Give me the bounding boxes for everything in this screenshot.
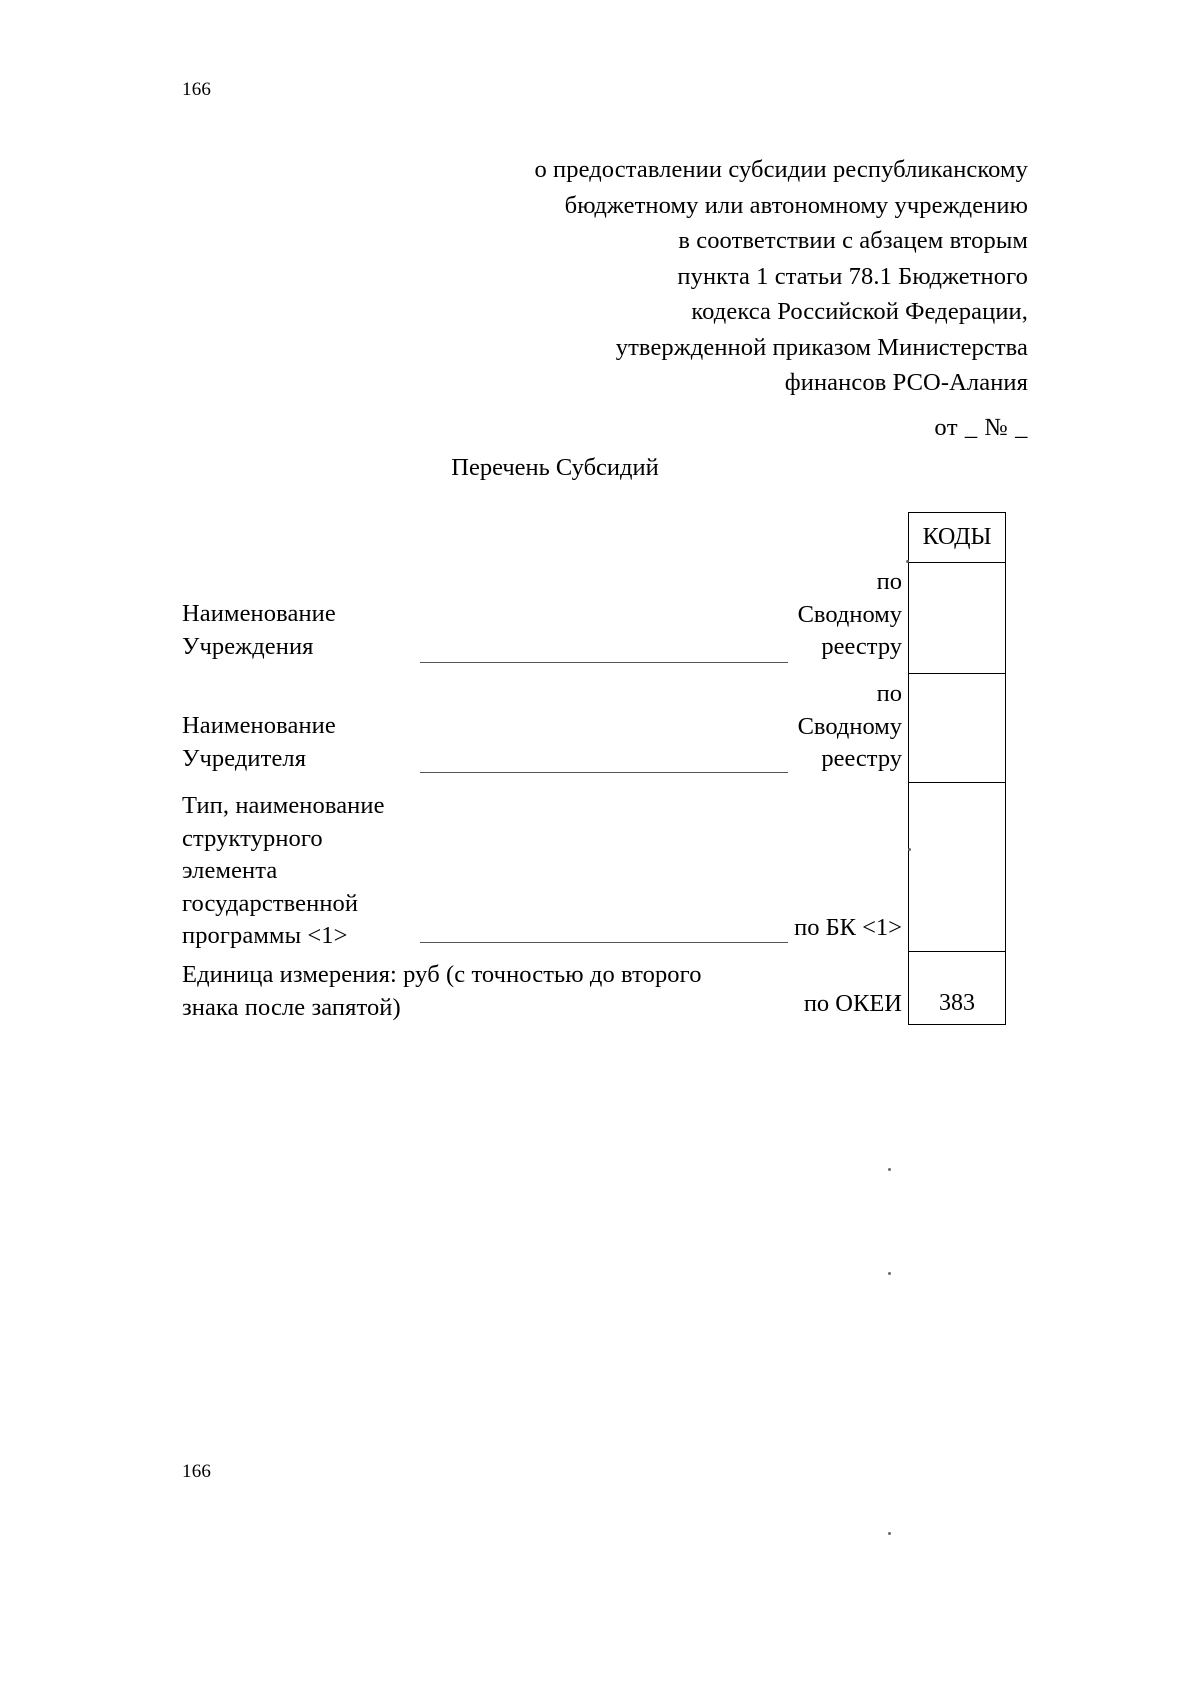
approval-line-5: кодекса Российской Федерации, <box>691 298 1028 325</box>
row-label-program <box>182 790 385 953</box>
row-ref-institution-line-2: Сводному <box>797 600 902 628</box>
unit-of-measure-line-1: Единица измерения: руб (с точностью до второго <box>182 961 702 988</box>
scan-speck <box>888 1532 891 1535</box>
fill-line-founder[interactable] <box>420 772 788 773</box>
row-ref-program <box>794 912 902 945</box>
row-label-program-line-1: Тип, наименование <box>182 792 385 819</box>
scan-speck <box>888 1168 891 1171</box>
codes-cell-okei[interactable]: 383 <box>939 990 975 1016</box>
row-label-institution-line-2: Учреждения <box>182 632 314 660</box>
row-ref-founder-line-1: по <box>876 680 902 707</box>
row-ref-okei-line-1: по ОКЕИ <box>803 990 902 1017</box>
approval-line-4: пункта 1 статьи 78.1 Бюджетного <box>677 262 1028 290</box>
row-label-institution-line-1: Наименование <box>182 600 336 627</box>
row-ref-institution-line-1: по <box>876 568 902 595</box>
page-title: Перечень Субсидий <box>451 454 659 481</box>
row-label-program-line-5: программы <1> <box>182 922 348 949</box>
approval-line-7: финансов РСО-Алания <box>784 369 1028 396</box>
approval-line-2: бюджетному или автономному учреждению <box>564 191 1028 219</box>
codes-table-header: КОДЫ <box>909 513 1005 563</box>
codes-cell-institution[interactable] <box>909 563 1005 674</box>
codes-table <box>908 512 1006 1025</box>
row-ref-institution <box>798 566 902 664</box>
row-ref-founder-line-3: реестру <box>821 745 902 772</box>
approval-date-line: от _ № _ <box>934 413 1028 441</box>
fill-line-program[interactable] <box>420 942 788 943</box>
unit-of-measure-label <box>182 958 802 1024</box>
row-ref-institution-line-3: реестру <box>821 633 902 660</box>
unit-of-measure-line-2: знака после запятой) <box>182 994 401 1021</box>
row-label-institution <box>182 598 336 663</box>
row-label-program-line-2: структурного <box>182 824 323 852</box>
row-ref-okei <box>804 988 902 1021</box>
scan-speck <box>908 848 911 851</box>
page-number-bottom: 166 <box>182 1461 212 1482</box>
scan-speck <box>888 1272 891 1275</box>
approval-header-block <box>468 152 1028 445</box>
row-label-program-line-3: элемента <box>182 857 278 884</box>
codes-cell-program[interactable] <box>909 783 1005 952</box>
approval-line-6: утвержденной приказом Министерства <box>615 333 1028 361</box>
approval-line-1: о предоставлении субсидии республиканскому <box>534 156 1028 183</box>
scan-speck <box>906 560 909 563</box>
codes-cell-founder[interactable] <box>909 674 1005 783</box>
row-ref-founder-line-2: Сводному <box>797 712 902 740</box>
row-ref-program-line-1: по БК <1> <box>794 914 902 941</box>
row-ref-founder <box>798 678 902 776</box>
row-label-founder-line-1: Наименование <box>182 712 336 739</box>
fill-line-institution[interactable] <box>420 662 788 663</box>
approval-line-3: в соответствии с абзацем вторым <box>678 227 1028 254</box>
page-number-top: 166 <box>182 79 212 100</box>
row-label-founder <box>182 710 336 775</box>
row-label-program-line-4: государственной <box>182 889 359 917</box>
row-label-founder-line-2: Учредителя <box>182 744 307 772</box>
